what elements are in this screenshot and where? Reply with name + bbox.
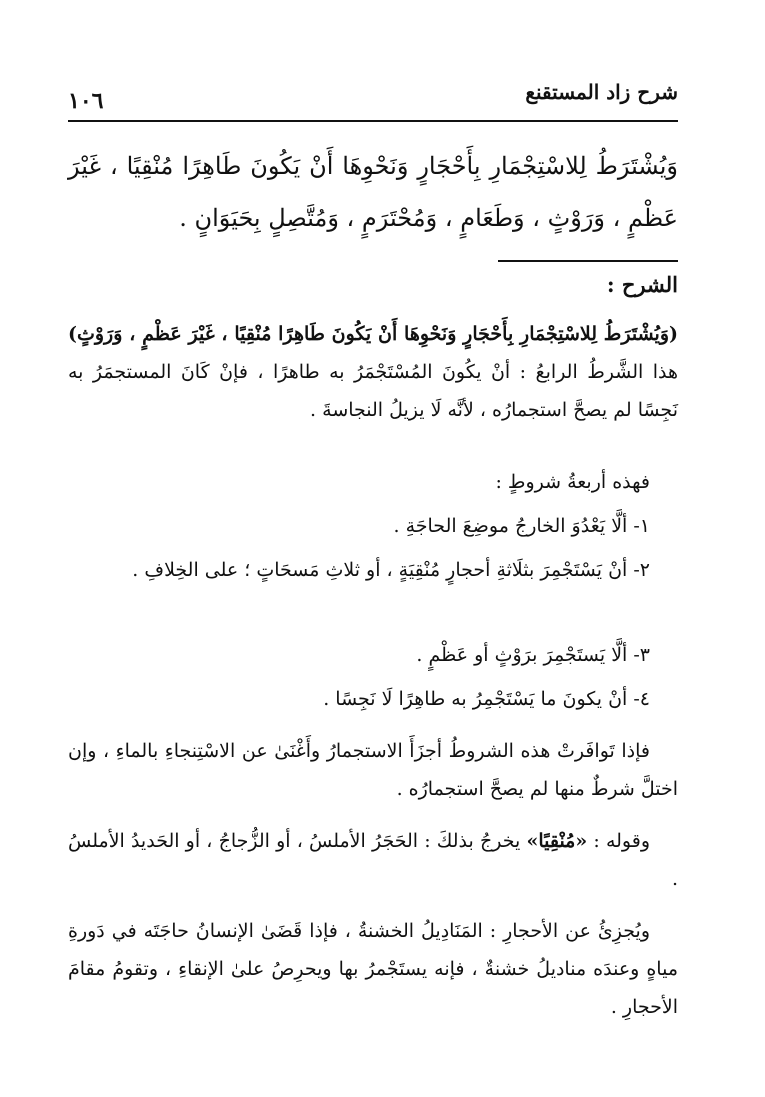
paragraph-3: فإذا تَوافَرتْ هذه الشروطُ أجزَأَ الاستجمارُ وأَغْنَىٰ عن الاسْتِنجاءِ بالماءِ ، وإن اختلَّ شرطٌ منها لم يصحَّ استجمارُه .: [68, 740, 678, 800]
header-divider: [68, 120, 678, 122]
list-item: ٤- أنْ يكونَ ما يَسْتَجْمِرُ به طاهِرًا لَا نَجِسًا .: [323, 688, 650, 710]
matn-text: وَيُشْتَرَطُ لِلاسْتِجْمَارِ بِأَحْجَارٍ وَنَحْوِهَا أَنْ يَكُونَ طَاهِرًا مُنْقِيًا ، غَيْرَ عَظْمٍ ، وَرَوْثٍ ، وَطَعَامٍ ، وَمُحْتَرَمٍ ، وَمُتَّصِلٍ بِحَيَوَانٍ .: [68, 152, 678, 232]
list-item: ٣- ألَّا يَستَجْمِرَ برَوْثٍ أو عَظْمٍ .: [416, 644, 650, 666]
book-title: شرح زاد المستقنع: [525, 80, 678, 104]
paragraph-4: [68, 822, 678, 898]
quoted-word: «مُنْقِيًا»: [526, 830, 588, 852]
list-item: ٢- أنْ يَسْتَجْمِرَ بثلَاثةِ أحجارٍ مُنْقِيَةٍ ، أو ثلاثِ مَسحَاتٍ ؛ على الخِلافِ .: [132, 559, 650, 581]
paragraph-text: يخرجُ بذلكَ : الحَجَرُ الأملسُ ، أو الزُّجاجُ ، أو الحَديدُ الأملسُ .: [68, 830, 678, 890]
paragraph-lead: وقوله :: [587, 830, 650, 852]
paragraph-text: هذا الشَّرطُ الرابعُ : أنْ يكُونَ المُسْتَجْمَرُ به طاهرًا ، فإنْ كَانَ المستجمَرُ به نَجِسًا لم يصحَّ استجمارُه ، لأنَّه لَا يزيلُ النجاسةَ .: [68, 361, 678, 421]
quoted-matn: (وَيُشْتَرَطُ لِلاسْتِجْمَارِ بِأَحْجَارٍ وَنَحْوِهَا أَنْ يَكُونَ طَاهِرًا مُنْقِيًا ، غَيْرَ عَظْمٍ ، وَرَوْثٍ): [68, 323, 678, 345]
paragraph-2: فهذه أربعةُ شروطٍ :: [495, 471, 650, 493]
sharh-label: الشرح :: [606, 272, 678, 297]
paragraph-5: ويُجزِئُ عن الأحجارِ : المَنَادِيلُ الخشنةُ ، فإذا قَضَىٰ الإنسانُ حاجَتَه في دَورةِ مياهٍ وعندَه مناديلُ خشنةٌ ، فإنه يستَجْمرُ بها ويحرِصُ علىٰ الإنقاءِ ، وتقومُ مقامَ الأحجارِ .: [68, 920, 678, 1018]
page-number: ١٠٦: [68, 88, 104, 114]
book-page: [68, 70, 678, 1070]
matn-divider: [498, 260, 678, 262]
list-item: ١- ألَّا يَعْدُوَ الخارجُ موضِعَ الحاجَةِ .: [393, 515, 650, 537]
paragraph-1: [68, 315, 678, 429]
running-header: [68, 70, 678, 114]
